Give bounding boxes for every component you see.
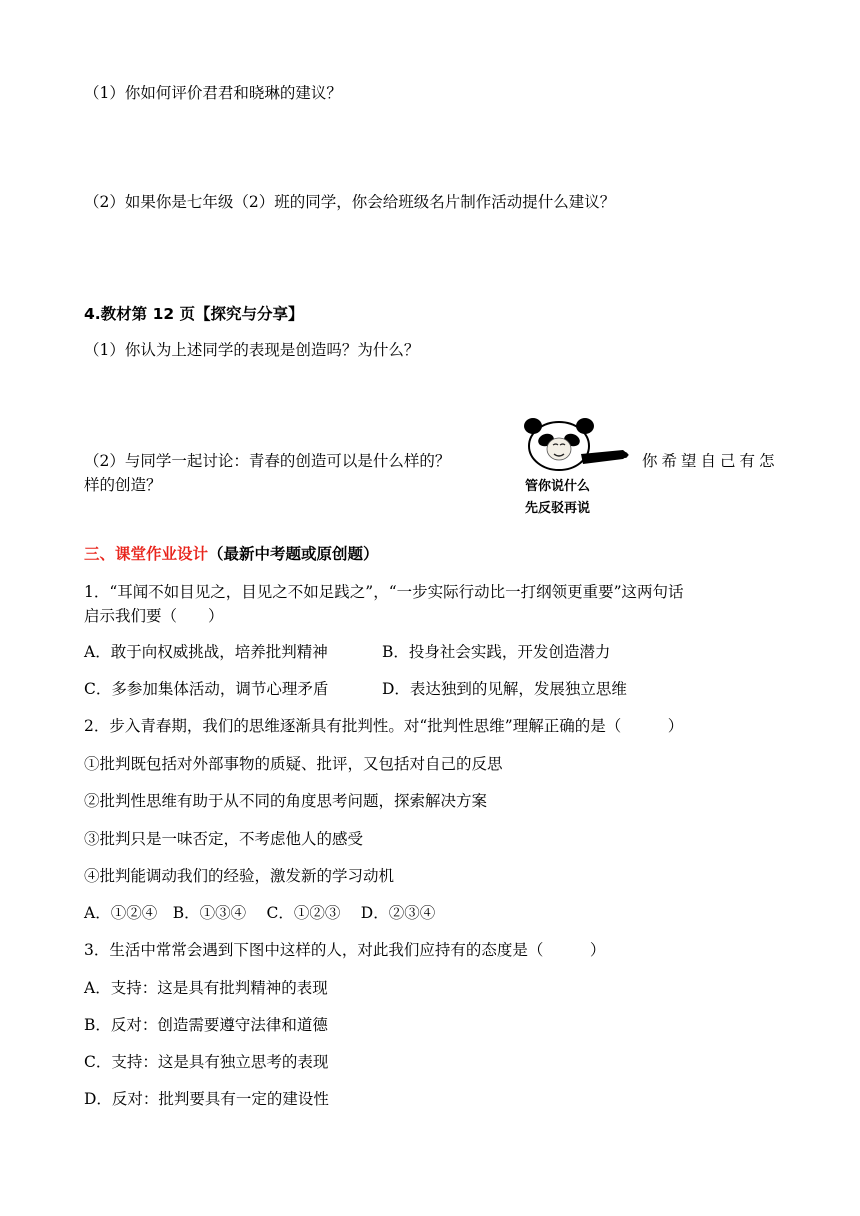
q2-item-1: ①批判既包括对外部事物的质疑、批评，又包括对自己的反思 [84,755,503,773]
q2-item-3: ③批判只是一味否定，不考虑他人的感受 [84,830,364,848]
q3-option-b: B．反对：创造需要遵守法律和道德 [84,1016,328,1034]
q4-sub2-right: 你希望自己有怎 [642,452,779,470]
q1-option-a: A．敢于向权威挑战，培养批判精神 [84,643,328,661]
q1-option-c: C．多参加集体活动，调节心理矛盾 [84,680,329,698]
q2-stem: 2．步入青春期，我们的思维逐渐具有批判性。对“批判性思维”理解正确的是（ ） [84,717,684,735]
q1-stem-line2: 启示我们要（ ） [84,607,224,625]
q2-item-4: ④批判能调动我们的经验，激发新的学习动机 [84,867,395,885]
section3-title-red: 三、课堂作业设计 [84,545,209,563]
q4-heading: 4.教材第 12 页【探究与分享】 [84,305,304,323]
q2-options: A．①②④ B．①③④ C．①②③ D．②③④ [84,904,436,922]
q3-option-d: D．反对：批判要具有一定的建设性 [84,1090,329,1108]
q2-item-2: ②批判性思维有助于从不同的角度思考问题，探索解决方案 [84,792,488,810]
q1-stem-line1: 1．“耳闻不如目见之，目见之不如足践之”，“一步实际行动比一打纲领更重要”这两句话 [84,583,684,601]
meme-caption-1: 管你说什么 [525,479,591,494]
section3-title [84,543,379,565]
q4-sub2-cont: 样的创造？ [84,476,162,494]
q3-option-a: A．支持：这是具有批判精神的表现 [84,979,328,997]
q3-sub1: （1）你如何评价君君和晓琳的建议？ [84,84,342,102]
q1-option-d: D．表达独到的见解，发展独立思维 [382,680,627,698]
q4-sub1: （1）你认为上述同学的表现是创造吗？为什么？ [84,341,420,359]
q3-sub2: （2）如果你是七年级（2）班的同学，你会给班级名片制作活动提什么建议？ [84,193,616,211]
q3-option-c: C．支持：这是具有独立思考的表现 [84,1053,329,1071]
q1-option-b: B．投身社会实践，开发创造潜力 [382,643,611,661]
meme-caption-2: 先反驳再说 [525,501,591,516]
q3-stem: 3．生活中常常会遇到下图中这样的人，对此我们应持有的态度是（ ） [84,941,606,959]
q4-sub2-left: （2）与同学一起讨论：青春的创造可以是什么样的？ [84,452,451,470]
section3-title-rest: （最新中考题或原创题） [208,545,379,563]
panda-meme-image [519,418,631,520]
